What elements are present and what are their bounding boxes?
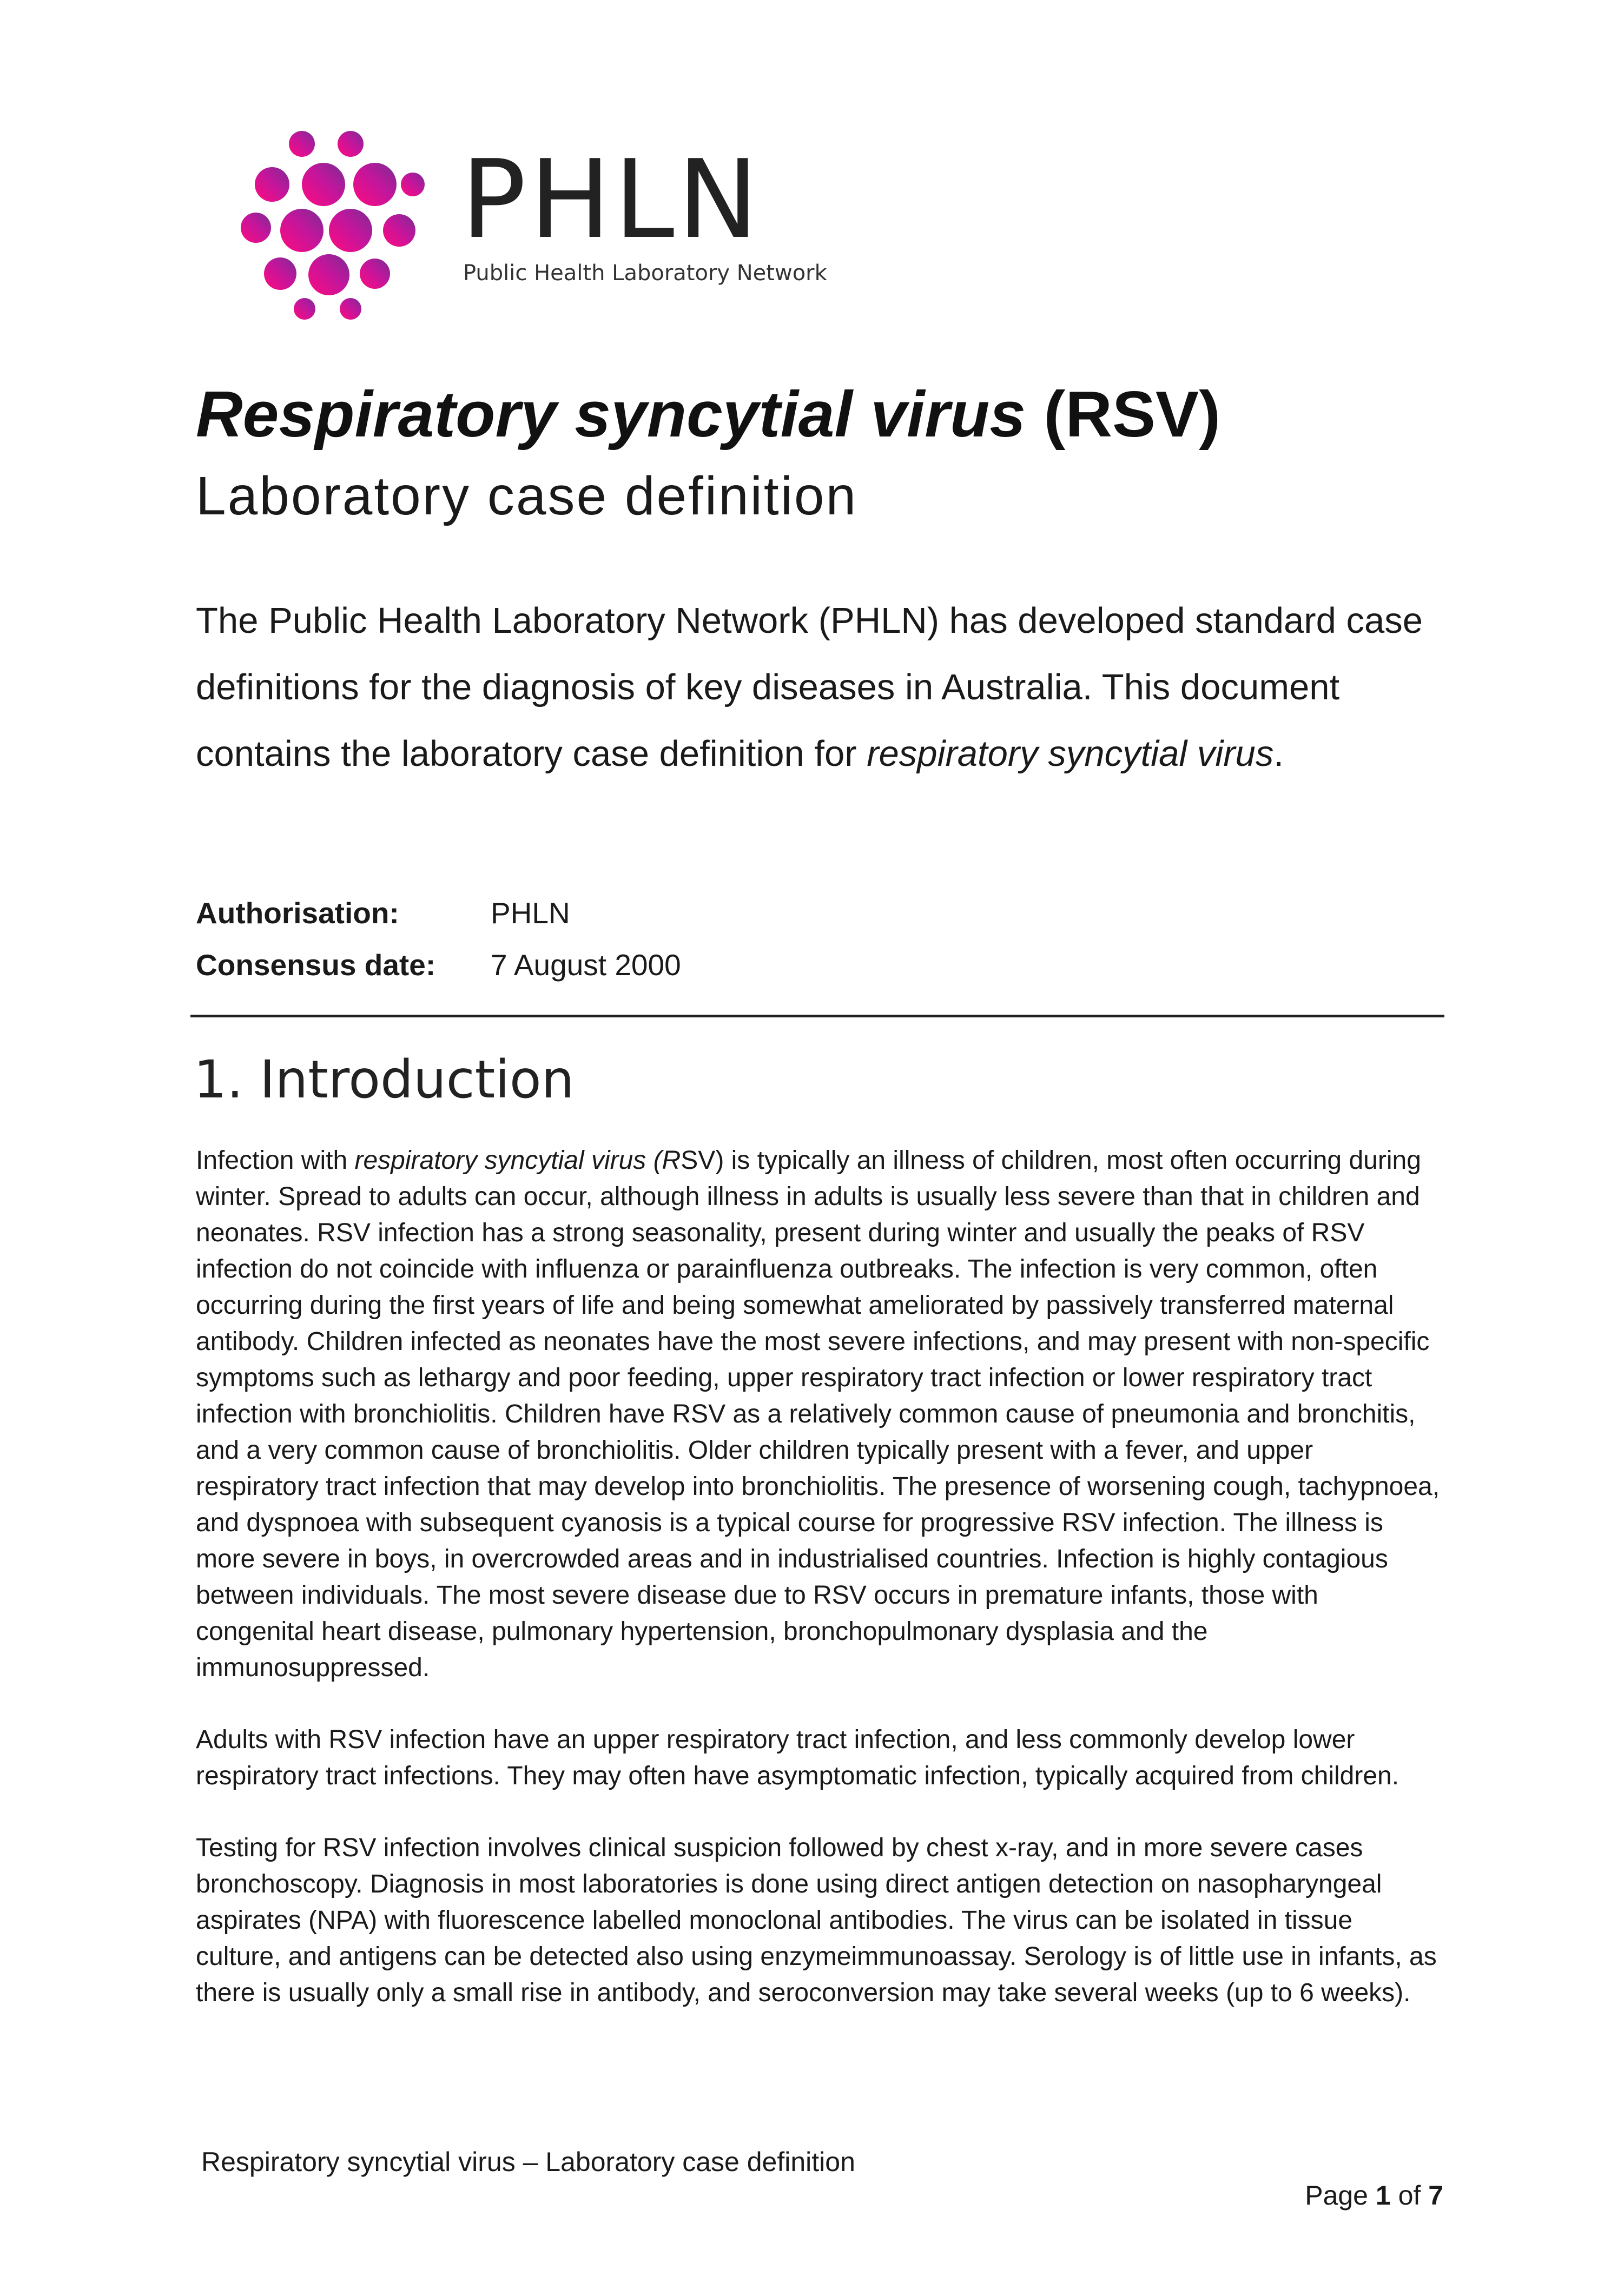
page-current: 1	[1375, 2180, 1391, 2211]
title-suffix: (RSV)	[1026, 378, 1221, 451]
intro-paragraph-2: Adults with RSV infection have an upper respiratory tract infection, and less commonly develop lower respiratory tract infections. They may often have asymptomatic infection, typically acquired from children.	[196, 1725, 1399, 1790]
lead-end: .	[1273, 733, 1284, 774]
intro-paragraph-3: Testing for RSV infection involves clinical suspicion followed by chest x-ray, and in more severe cases bronchoscopy. Diagnosis in most laboratories is done using direct antigen detection on nasopharyngeal aspirates (NPA) with fluorescence labelled monoclonal antibodies. The virus can be isolated in tissue culture, and antigens can be detected also using enzymeimmunoassay. Serology is of little use in infants, as there is usually only a small rise in antibody, and seroconversion may take several weeks (up to 6 weeks).	[196, 1834, 1437, 2007]
section-body	[196, 1142, 1440, 2047]
footer-page-number	[1305, 2180, 1443, 2211]
page-of: of	[1390, 2180, 1429, 2211]
authorisation-value: PHLN	[491, 896, 570, 930]
page-prefix: Page	[1305, 2180, 1376, 2211]
phln-logo	[232, 128, 827, 322]
intro-paragraph-1	[196, 1142, 1440, 1686]
section-heading: 1. Introduction	[194, 1049, 575, 1110]
p1-rest: SV) is typically an illness of children, most often occurring during winter. Spread to adults can occur, although illness in adults is usually less severe than that in children and neonates. RSV infection has a strong seasonality, present during winter and usually the peaks of RSV infection do not coincide with influenza or parainfluenza outbreaks. The infection is very common, often occurring during the first years of life and being somewhat ameliorated by passively transferred maternal antibody. Children infected as neonates have the most severe infections, and may present with non-specific symptoms such as lethargy and poor feeding, upper respiratory tract infection or lower respiratory tract infection with bronchiolitis. Children have RSV as a relatively common cause of pneumonia and bronchitis, and a very common cause of bronchiolitis. Older children typically present with a fever, and upper respiratory tract infection that may develop into bronchiolitis. The presence of worsening cough, tachypnoea, and dyspnoea with subsequent cyanosis is a typical course for progressive RSV infection. The illness is more severe in boys, in overcrowded areas and in industrialised countries. Infection is highly contagious between individuals. The most severe disease due to RSV occurs in premature infants, those with congenital heart disease, pulmonary hypertension, bronchopulmonary dysplasia and the immunosuppressed.	[196, 1146, 1440, 1682]
section-divider	[190, 1015, 1444, 1017]
page-total: 7	[1428, 2180, 1443, 2211]
p1-lead: Infection with	[196, 1146, 355, 1175]
dot-sphere-logo-icon	[232, 128, 432, 322]
lead-paragraph	[196, 587, 1451, 787]
consensus-label: Consensus date:	[196, 948, 436, 982]
authorisation-label: Authorisation:	[196, 896, 399, 930]
consensus-value: 7 August 2000	[491, 948, 681, 982]
logo-subtitle: Public Health Laboratory Network	[463, 261, 827, 286]
logo-wordmark: PHLN	[461, 137, 762, 263]
authorisation-row	[196, 887, 681, 939]
footer-document-title: Respiratory syncytial virus – Laboratory case definition	[201, 2147, 855, 2177]
title-italic: Respiratory syncytial virus	[196, 378, 1026, 451]
document-meta	[196, 887, 681, 991]
p1-italic: respiratory syncytial virus (R	[354, 1146, 681, 1175]
consensus-row	[196, 939, 681, 991]
lead-text: The Public Health Laboratory Network (PHLN) has developed standard case definitions for the diagnosis of key diseases in Australia. This document contains the laboratory case definition for	[196, 600, 1423, 774]
lead-italic: respiratory syncytial virus	[867, 733, 1274, 774]
document-subtitle: Laboratory case definition	[196, 466, 858, 526]
document-title	[196, 379, 1220, 450]
